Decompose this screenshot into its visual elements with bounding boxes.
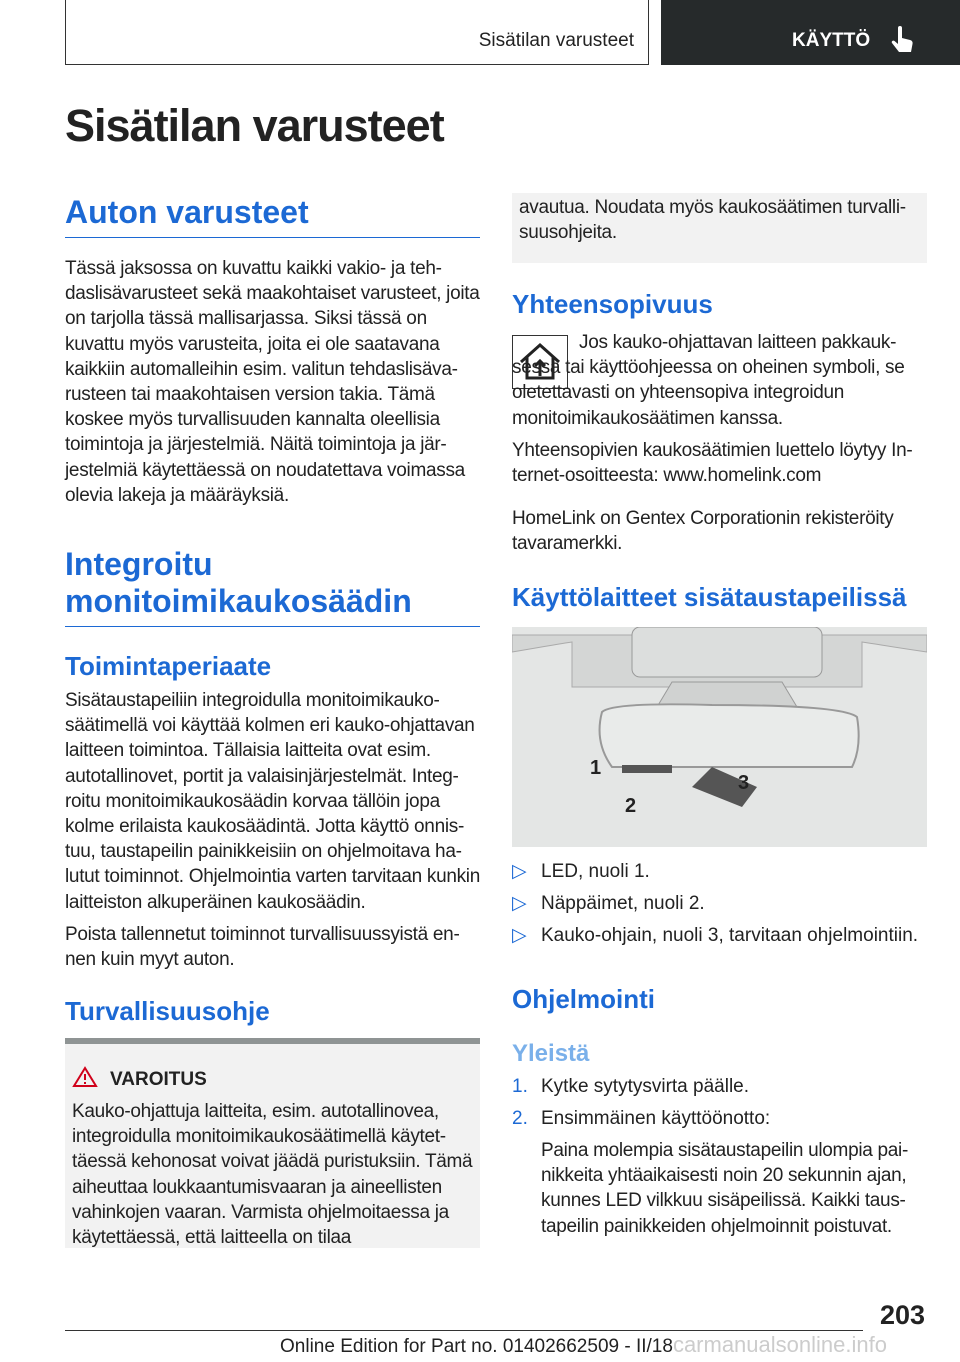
paragraph-yhteensopivuus-2: Yhteensopivien kaukosäätimien luettelo löytyy Internet-osoitteesta: www.homelink.com <box>512 440 913 487</box>
bullet-arrow-icon: ▷ <box>512 893 527 914</box>
page-title: Sisätilan varusteet <box>65 100 444 151</box>
heading-yhteensopivuus: Yhteensopivuus <box>512 289 713 319</box>
heading-kayttolaitteet: Käyttölaitteet sisätaustapeilissä <box>512 582 907 612</box>
header-section <box>65 0 649 65</box>
paragraph-toiminta-2: Poista tallennetut toiminnot turvallisuussyistä ennen kuin myyt auton. <box>65 924 460 971</box>
bullet-arrow-icon: ▷ <box>512 861 527 882</box>
list-item-text: Näppäimet, nuoli 2. <box>541 893 705 914</box>
page-number: 203 <box>880 1300 926 1330</box>
arrow-label-2: 2 <box>625 795 637 817</box>
heading-integroitu: Integroitu monitoimikaukosäädin <box>65 546 480 627</box>
paragraph-yhteensopivuus-3: HomeLink on Gentex Corporationin rekisteröity tavaramerkki. <box>512 508 894 555</box>
step-item <box>512 1074 927 1099</box>
step-2-detail: Paina molempia sisätaustapeilin ulompia painikkeita yhtäaikaisesti noin 20 sekunnin ajan, kunnes LED vilkkuu sisäpeilissä. Kaikki taustapeilin painikkeiden ohjelmoinnit poistuvat. <box>541 1140 909 1237</box>
warning-continued <box>512 193 927 263</box>
warning-triangle-icon <box>72 1066 98 1093</box>
step-item <box>512 1106 927 1131</box>
section-title: Sisätilan varusteet <box>478 30 634 51</box>
watermark: carmanualsonline.info <box>672 1332 887 1357</box>
heading-yleista: Yleistä <box>512 1040 590 1067</box>
figure-legend-list <box>512 859 927 955</box>
footer-divider <box>65 1330 863 1331</box>
list-item-text: Kauko-ohjain, nuoli 3, tarvitaan ohjelmointiin. <box>541 925 919 946</box>
footer <box>280 1332 887 1358</box>
arrow-label-1: 1 <box>590 757 602 779</box>
steps-list <box>512 1074 927 1138</box>
paragraph-toiminta-1: Sisätaustapeiliin integroidulla monitoimikaukosäätimellä voi käyttää kolmen eri kauko-ohjattavan laitteen toimintoa. Tällaisia laitteita ovat esim. autotallinovet, portit ja valaisinjärjestelmät. Integroitu monitoimikaukosäädin korvaa tällöin jopa kolme erilaista kaukosäädintä. Jotta käyttö onnistuu, taustapeilin painikkeisiin on ohjelmoitava halutut toiminnot. Ohjelmointia varten tarvitaan kunkin laitteiston alkuperäinen kaukosäädin. <box>65 690 480 913</box>
chapter-title: KÄYTTÖ <box>792 30 871 51</box>
step-text: Kytke sytytysvirta päälle. <box>541 1076 750 1097</box>
hand-pointer-icon <box>890 26 914 65</box>
list-item-text: LED, nuoli 1. <box>541 861 650 882</box>
heading-toimintaperiaate: Toimintaperiaate <box>65 651 272 681</box>
list-item <box>512 891 927 916</box>
warning-box <box>65 1038 480 1248</box>
paragraph-yhteensopivuus-1: Jos kauko-ohjattavan laitteen pakkauksessa tai käyttöohjeessa on oheinen symboli, se oletettavasti on yhteensopiva integroidun monitoimikaukosäätimen kanssa. <box>512 332 905 429</box>
step-number: 1. <box>512 1076 528 1097</box>
paragraph-auton: Tässä jaksossa on kuvattu kaikki vakio- ja tehdaslisävarusteet sekä maakohtaiset varusteet, joita on tarjolla tässä mallisarjassa. Siksi tässä on kuvattu myös varusteita, joita ei ole saatavana kaikkiin automalleihin esim. valitun tehdaslisävarusteen tai maakohtaisen version takia. Tämä koskee myös turvallisuuden kannalta oleellisia toimintoja ja järjestelmiä. Näitä toimintoja ja järjestelmiä käytettäessä on noudatettava voimassa olevia lakeja ja määräyksiä. <box>65 258 480 506</box>
warning-continued-text: avautua. Noudata myös kaukosäätimen turvallisuusohjeita. <box>519 197 907 244</box>
arrow-label-3: 3 <box>738 772 750 794</box>
header-chapter <box>661 0 960 65</box>
list-item <box>512 923 927 948</box>
heading-turvallisuusohje: Turvallisuusohje <box>65 996 270 1026</box>
warning-title: VAROITUS <box>110 1068 207 1090</box>
bullet-arrow-icon: ▷ <box>512 925 527 946</box>
heading-ohjelmointi: Ohjelmointi <box>512 984 655 1014</box>
step-text: Ensimmäinen käyttöönotto: <box>541 1108 771 1129</box>
list-item <box>512 859 927 884</box>
edition-text: Online Edition for Part no. 01402662509 - II/18 <box>280 1336 673 1357</box>
step-number: 2. <box>512 1108 528 1129</box>
heading-auton-varusteet: Auton varusteet <box>65 194 480 238</box>
mirror-figure <box>512 627 927 847</box>
warning-text: Kauko-ohjattuja laitteita, esim. autotallinovea, integroidulla monitoimikaukosäätimellä käytettäessä kehonosat voivat jäädä puristuksiin. Tämä aiheuttaa loukkaantumisvaaran ja aineellisten vahinkojen vaaran. Varmista ohjelmoitaessa ja käytettäessä, että laitteella on tilaa <box>72 1101 473 1248</box>
